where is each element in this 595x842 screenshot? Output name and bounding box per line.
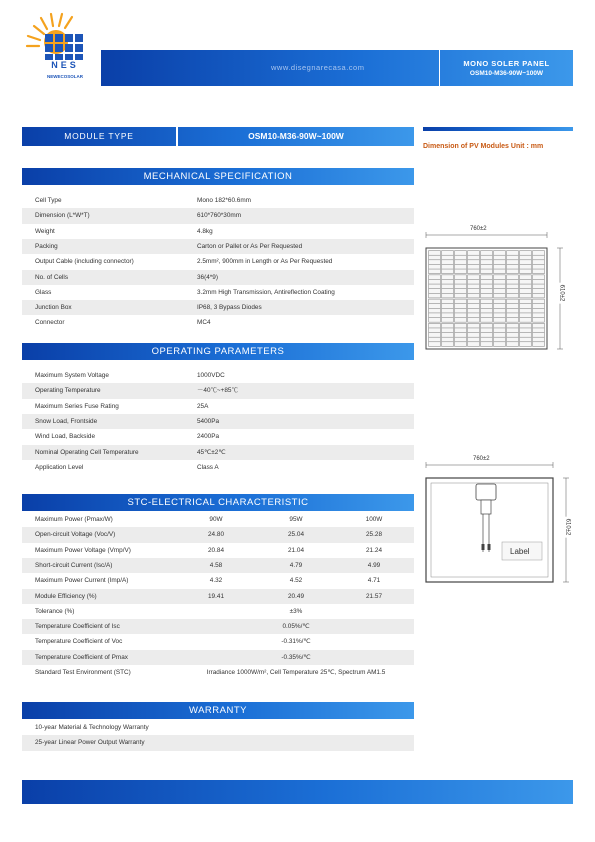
table-row: Short-circuit Current (Isc/A) 4.58 4.79 4.99 [22,558,414,573]
solar-cell [494,275,506,298]
table-row: Nominal Operating Cell Temperature 45℃±2℃ [22,445,414,460]
junction-box [476,484,496,500]
table-row: Maximum Power Current (Imp/A) 4.32 4.52 4.71 [35,577,381,585]
header-model: OSM10-M36-90W~100W [469,70,544,77]
back-view-drawing [420,452,580,587]
stc-header: STC-ELECTRICAL CHARACTERISTIC [22,494,414,511]
table-row: Operating Temperature －40℃~+85℃ [22,383,414,398]
table-row: Junction Box IP68, 3 Bypass Diodes [22,300,414,315]
solar-cell [442,299,454,322]
solar-cell [468,275,480,298]
table-row: Maximum Series Fuse Rating 25A [35,402,209,410]
solar-cell [507,275,519,298]
solar-cell [455,251,467,274]
solar-cell [481,299,493,322]
solar-cell [429,323,441,346]
solar-cell [481,275,493,298]
table-row: Open-circuit Voltage (Voc/V) 24.80 25.04 25.28 [22,527,414,542]
solar-cell [520,275,532,298]
solar-cell [481,251,493,274]
header-product: MONO SOLER PANEL [463,59,550,68]
table-row: Glass 3.2mm High Transmission, Antireflection Coating [35,288,335,296]
solar-cell [442,323,454,346]
back-width-label: 760±2 [473,456,490,462]
brand-tagline: NEWECOSOLAR [47,74,83,79]
table-row: Standard Test Environment (STC) Irradiance 1000W/m², Cell Temperature 25℃, Spectrum AM1.5 [35,669,386,676]
table-row: Output Cable (including connector) 2.5mm², 900mm in Length or As Per Requested [35,258,333,266]
warranty-header: WARRANTY [22,702,414,719]
front-dimension-svg [420,222,580,352]
table-row: Temperature Coefficient of Pmax -0.35%/℃ [22,650,414,665]
solar-cell [494,323,506,346]
header-watermark: www.disegnarecasa.com [271,63,365,72]
front-view-drawing [420,222,580,352]
solar-cell [468,299,480,322]
back-dimension-svg [420,452,580,587]
table-row: Maximum Power Voltage (Vmp/V) 20.84 21.04 21.24 [35,546,382,554]
solar-cell [481,323,493,346]
solar-cell [494,251,506,274]
table-row: Connector MC4 [35,319,211,327]
solar-cell [533,251,545,274]
module-type-label: MODULE TYPE [64,131,134,141]
solar-cell [455,275,467,298]
table-row: Temperature Coefficient of Isc 0.05%/℃ [22,619,414,634]
table-row: 10-year Material & Technology Warranty [35,724,149,731]
table-row: No. of Cells 36(4*9) [22,270,414,285]
solar-cell [520,251,532,274]
mechanical-header: MECHANICAL SPECIFICATION [22,168,414,185]
table-row: Maximum System Voltage 1000VDC [35,372,225,379]
solar-cell [455,323,467,346]
brand-name: NES [44,60,86,70]
solar-cell [533,323,545,346]
operating-header: OPERATING PARAMETERS [22,343,414,360]
solar-cell [442,251,454,274]
solar-cell [468,323,480,346]
solar-cell [455,299,467,322]
solar-cell [507,299,519,322]
solar-cell [468,251,480,274]
module-type-value: OSM10-M36-90W~100W [248,131,344,141]
table-row: Packing Carton or Pallet or As Per Requested [22,239,414,254]
back-label-text: Label [510,547,530,556]
solar-cell [533,275,545,298]
solar-cell [429,275,441,298]
table-row: Weight 4.8kg [35,227,213,235]
footer-bar [22,780,573,804]
table-row: Temperature Coefficient of Voc -0.31%/℃ [35,638,311,646]
table-row: Module Efficiency (%) 19.41 20.49 21.57 [22,589,414,604]
dimension-rule [423,127,573,131]
solar-cell [533,299,545,322]
table-row: 25-year Linear Power Output Warranty [22,735,414,750]
solar-cell [520,299,532,322]
solar-cell [507,251,519,274]
header-bar [101,50,573,86]
table-row: Application Level Class A [35,463,219,471]
solar-cell [429,251,441,274]
solar-cell [520,323,532,346]
brand-logo [24,12,94,90]
table-row: Tolerance (%) ±3% [35,607,303,615]
module-type-bar [22,127,414,146]
solar-cell [442,275,454,298]
header-divider [439,50,440,86]
front-width-label: 760±2 [470,226,487,232]
front-height-label: 610±2 [558,284,565,302]
table-row: Wind Load, Backside 2400Pa [35,433,220,441]
table-row: Cell Type Mono 182*60.6mm [35,197,251,204]
dimension-caption: Dimension of PV Modules Unit : mm [423,143,544,150]
back-height-label: 610±2 [564,518,571,536]
solar-cell [507,323,519,346]
solar-cell [429,299,441,322]
table-row: Snow Load, Frontside 5400Pa [22,414,414,429]
table-row: Maximum Power (Pmax/W) 90W 95W 100W [35,516,383,523]
table-row: Dimension (L*W*T) 610*760*30mm [22,208,414,223]
solar-cell [494,299,506,322]
